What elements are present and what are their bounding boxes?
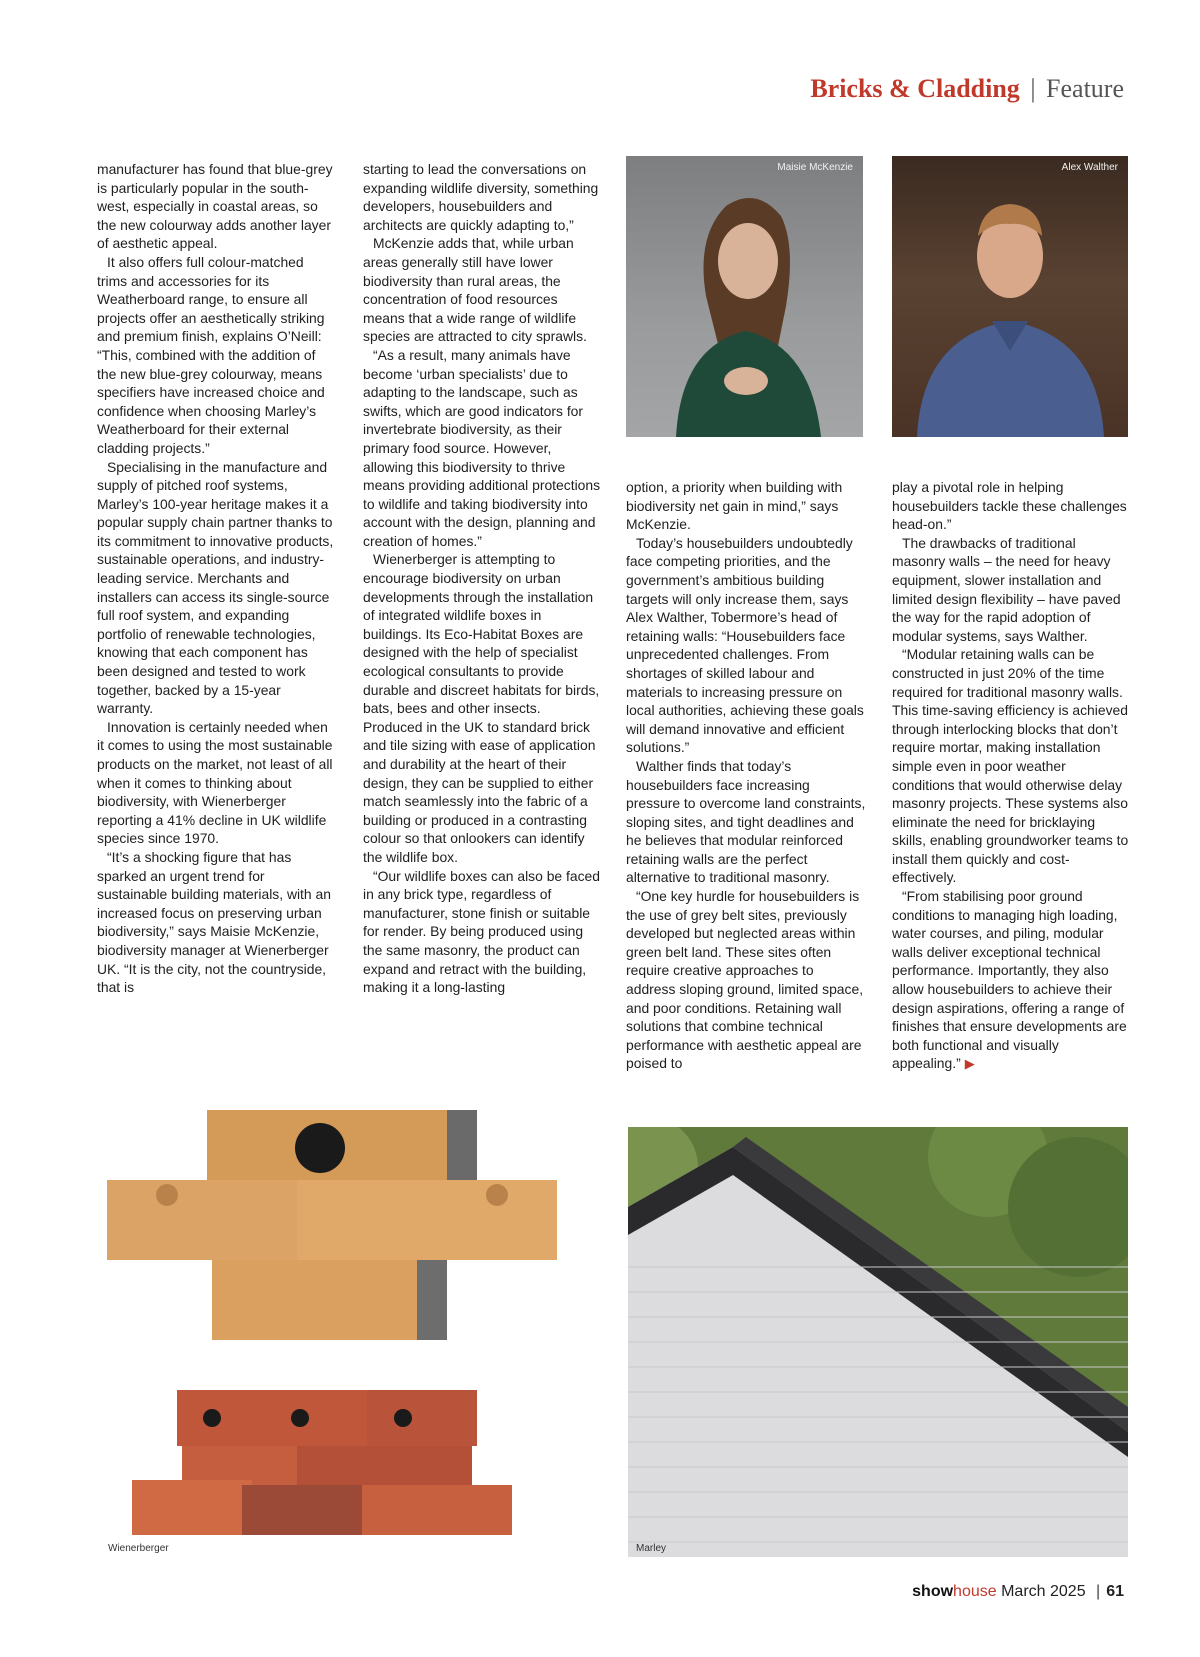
- paragraph: Innovation is certainly needed when it comes to using the most sustainable products on the market, not least of all when it comes to thinking about biodiversity, with Wienerberger reporting a 41% decline in UK wildlife species since 1970.: [97, 718, 333, 847]
- magazine-brand-house: house: [953, 1583, 997, 1600]
- paragraph: manufacturer has found that blue-grey is particularly popular in the south-west, especially in coastal areas, so the new colourway adds another layer of aesthetic appeal.: [97, 161, 333, 252]
- paragraph: The drawbacks of traditional masonry walls – the need for heavy equipment, slower installation and limited design flexibility – have paved the way for the rapid adoption of modular systems, says Walther.: [892, 534, 1121, 644]
- magazine-brand-show: show: [912, 1583, 954, 1600]
- paragraph-text: “From stabilising poor ground conditions to managing high loading, water courses, and piling, modular walls deliver exceptional technical performance. Importantly, they also allow housebuilders to achieve their design aspirations, offering a range of finishes that ensure developments are both functional and visually appealing.”: [892, 888, 1127, 1072]
- page-number: 61: [1106, 1583, 1124, 1600]
- paragraph: “As a result, many animals have become ‘urban specialists’ due to adapting to the landscape, such as swifts, which are good indicators for invertebrate biodiversity, as their primary food source. However, allowing this biodiversity to thrive means providing additional protections to wildlife and taking biodiversity into account with the design, planning and creation of homes.”: [363, 346, 601, 549]
- paragraph: option, a priority when building with biodiversity net gain in mind,” says McKenzie.: [626, 479, 843, 533]
- page-footer: [912, 1583, 1124, 1601]
- feature-label: Feature: [1046, 74, 1124, 103]
- roof-cladding-image: [628, 1127, 1128, 1557]
- paragraph: [892, 887, 1132, 1074]
- paragraph: Walther finds that today’s housebuilders face increasing pressure to overcome land constraints, sloping sites, and tight deadlines and he believes that modular reinforced retaining walls are the perfect alternative to traditional masonry.: [626, 757, 866, 886]
- wildlife-bricks-image: [97, 1100, 602, 1560]
- image-caption: Wienerberger: [108, 1543, 169, 1554]
- photo-credit: Maisie McKenzie: [777, 162, 853, 173]
- header-separator: |: [1030, 74, 1036, 103]
- article-column-4: [892, 478, 1132, 1074]
- portrait-maisie-mckenzie: [626, 156, 863, 437]
- paragraph: play a pivotal role in helping housebuilders tackle these challenges head-on.”: [892, 479, 1127, 533]
- paragraph: “One key hurdle for housebuilders is the use of grey belt sites, previously developed but neglected areas within green belt land. These sites often require creative approaches to address sloping ground, limited space, and poor conditions. Retaining wall solutions that combine technical performance with aesthetic appeal are poised to: [626, 888, 864, 1072]
- paragraph: McKenzie adds that, while urban areas generally still have lower biodiversity than rural areas, the concentration of food resources means that a wide range of wildlife species are attracted to city sprawls.: [363, 235, 587, 345]
- paragraph: Specialising in the manufacture and supply of pitched roof systems, Marley’s 100-year heritage makes it a popular supply chain partner thanks to its commitment to innovative products, sustainable operations, and industry-leading service. Merchants and installers can access its single-source full roof system, and expanding portfolio of renewable technologies, knowing that each component has been designed and tested to work together, backed by a 15-year warranty.: [97, 458, 334, 717]
- article-column-1: [97, 160, 337, 997]
- paragraph: starting to lead the conversations on expanding wildlife diversity, something developers, housebuilders and architects are quickly adapting to,”: [363, 161, 599, 233]
- person-portrait-illustration: [892, 156, 1128, 437]
- continue-arrow-icon: ▶: [964, 1056, 975, 1072]
- issue-date: March 2025: [1001, 1583, 1086, 1600]
- photo-credit: Alex Walther: [1061, 162, 1118, 173]
- footer-separator: |: [1096, 1583, 1101, 1600]
- paragraph: “It’s a shocking figure that has sparked an urgent trend for sustainable building materials, with an increased focus on preserving urban biodiversity,” says Maisie McKenzie, biodiversity manager at Wienerberger UK. “It is the city, not the countryside, that is: [97, 848, 331, 996]
- paragraph: “Modular retaining walls can be constructed in just 20% of the time required for traditional masonry walls. This time-saving efficiency is achieved through interlocking blocks that don’t require mortar, making installation simple even in poor weather conditions that would otherwise delay masonry projects. These systems also eliminate the need for bricklaying skills, enabling groundworker teams to install them quickly and cost-effectively.: [892, 646, 1129, 886]
- person-portrait-illustration: [626, 156, 863, 437]
- section-title: Bricks & Cladding: [810, 74, 1020, 103]
- paragraph: Today’s housebuilders undoubtedly face competing priorities, and the government’s ambitious building targets will only increase them, says Alex Walther, Tobermore’s head of retaining walls: “Housebuilders face unprecedented challenges. From shortages of skilled labour and materials to increasing pressure on local authorities, achieving these goals will demand innovative and efficient solutions.”: [626, 534, 864, 756]
- paragraph: “Our wildlife boxes can also be faced in any brick type, regardless of manufacturer, stone finish or suitable for render. By being produced using the same masonry, the product can expand and retract with the building, making it a long-lasting: [363, 867, 600, 996]
- article-column-3: [626, 478, 866, 1073]
- running-header: [810, 74, 1124, 104]
- article-column-2: [363, 160, 603, 997]
- paragraph: Wienerberger is attempting to encourage biodiversity on urban developments through the installation of integrated wildlife boxes in buildings. Its Eco-Habitat Boxes are designed with the help of specialist ecological consultants to provide durable and discreet habitats for birds, bats, bees and other insects. Produced in the UK to standard brick and tile sizing with ease of application and durability at the heart of their design, they can be supplied to either match seamlessly into the fabric of a building or produced in a contrasting colour so that onlookers can identify the wildlife box.: [363, 551, 600, 865]
- portrait-alex-walther: [892, 156, 1128, 437]
- image-caption: Marley: [636, 1543, 667, 1554]
- paragraph: It also offers full colour-matched trims and accessories for its Weatherboard range, to ensure all projects offer an aesthetically striking and premium finish, explains O’Neill: “This, combined with the addition of the new blue-grey colourway, means specifiers have increased choice and confidence when choosing Marley’s Weatherboard for their external cladding projects.”: [97, 253, 325, 456]
